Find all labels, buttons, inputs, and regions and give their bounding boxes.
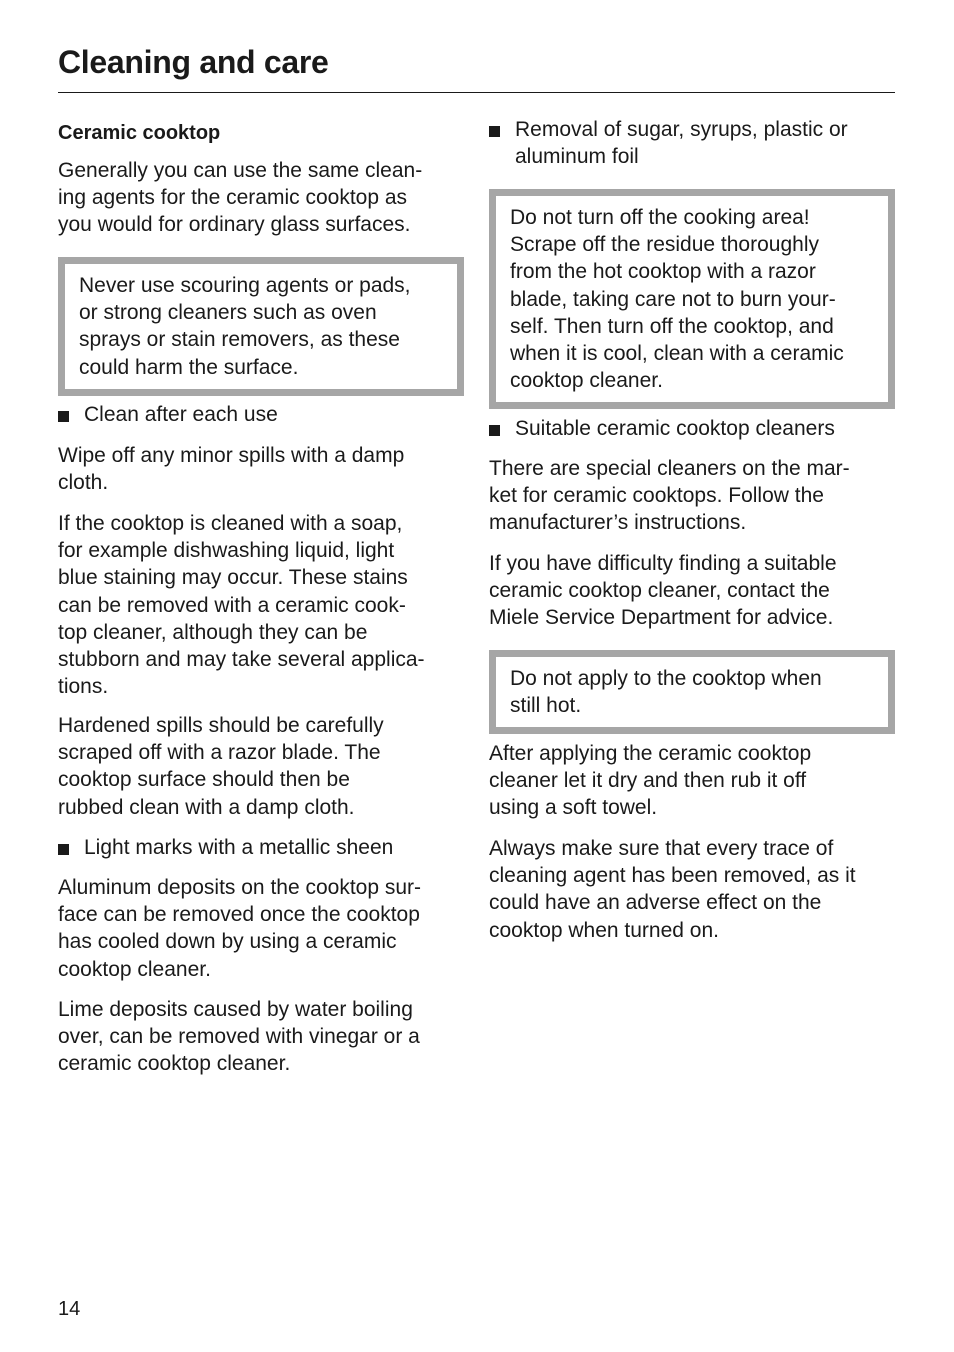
- text-line: cleaner let it dry and then rub it off: [489, 769, 807, 793]
- bullet-square-icon: [58, 411, 69, 422]
- bullet-label: Light marks with a metallic sheen: [84, 836, 394, 859]
- text-line: Lime deposits caused by water boiling: [58, 998, 413, 1021]
- wipe-paragraph: [58, 442, 464, 496]
- text-line: sprays or stain removers, as these: [79, 328, 400, 352]
- text-line: rubbed clean with a damp cloth.: [58, 795, 355, 819]
- text-line: Aluminum deposits on the cooktop sur-: [58, 876, 422, 899]
- apply-warning-box: [489, 650, 895, 734]
- text-line: Generally you can use the same clean-: [58, 159, 423, 182]
- section-heading: Ceramic cooktop: [58, 122, 221, 144]
- bullet-square-icon: [489, 126, 500, 137]
- text-line: Always make sure that every trace of: [489, 837, 834, 860]
- text-line: cooktop cleaner.: [510, 369, 663, 393]
- text-line: stubborn and may take several applica-: [58, 648, 425, 672]
- text-line: scraped off with a razor blade. The: [58, 741, 381, 765]
- bullet-label: Suitable ceramic cooktop cleaners: [515, 417, 835, 440]
- text-line: or strong cleaners such as oven: [79, 301, 377, 325]
- text-line: blade, taking care not to burn your-: [510, 287, 836, 311]
- text-line: cooktop cleaner.: [58, 957, 211, 981]
- text-line: over, can be removed with vinegar or a: [58, 1025, 420, 1049]
- difficulty-paragraph: [489, 550, 895, 632]
- text-line: ceramic cooktop cleaner.: [58, 1052, 291, 1076]
- text-line: you would for ordinary glass surfaces.: [58, 213, 411, 237]
- note-text: [510, 204, 875, 394]
- text-line: blue staining may occur. These stains: [58, 566, 408, 590]
- text-line: Hardened spills should be carefully: [58, 714, 384, 737]
- intro-paragraph: [58, 157, 464, 239]
- after-applying-paragraph: [489, 740, 895, 822]
- text-line: Do not apply to the cooktop when: [510, 667, 822, 690]
- lime-paragraph: [58, 996, 464, 1078]
- text-line: could harm the surface.: [79, 355, 299, 379]
- text-line: top cleaner, although they can be: [58, 620, 368, 644]
- text-line: ceramic cooktop cleaner, contact the: [489, 579, 830, 603]
- text-line: cloth.: [58, 471, 109, 495]
- text-line: Do not turn off the cooking area!: [510, 206, 810, 229]
- hardened-spills-paragraph: [58, 712, 464, 821]
- text-line: from the hot cooktop with a razor: [510, 260, 816, 284]
- text-line: If the cooktop is cleaned with a soap,: [58, 512, 403, 535]
- bullet-square-icon: [58, 844, 69, 855]
- text-line: Never use scouring agents or pads,: [79, 274, 411, 297]
- text-line: using a soft towel.: [489, 796, 658, 820]
- text-line: ing agents for the ceramic cooktop as: [58, 186, 408, 210]
- note-text: [510, 665, 875, 719]
- text-line: ket for ceramic cooktops. Follow the: [489, 484, 824, 508]
- text-line: has cooled down by using a ceramic: [58, 930, 397, 954]
- special-cleaners-paragraph: [489, 455, 895, 537]
- text-line: when it is cool, clean with a ceramic: [510, 342, 844, 366]
- text-line: for example dishwashing liquid, light: [58, 539, 395, 563]
- title-divider: [58, 92, 895, 93]
- warning-text: [79, 272, 444, 381]
- always-paragraph: [489, 835, 895, 944]
- hot-cooktop-note: [489, 189, 895, 409]
- text-line: could have an adverse effect on the: [489, 891, 822, 915]
- soap-paragraph: [58, 510, 464, 700]
- text-line: aluminum foil: [515, 145, 639, 169]
- text-line: tions.: [58, 675, 109, 699]
- bullet-square-icon: [489, 425, 500, 436]
- aluminum-paragraph: [58, 874, 464, 983]
- text-line: Removal of sugar, syrups, plastic or: [515, 118, 848, 141]
- text-line: manufacturer’s instructions.: [489, 511, 747, 535]
- text-line: still hot.: [510, 694, 582, 718]
- text-line: Miele Service Department for advice.: [489, 606, 834, 630]
- page-title: Cleaning and care: [58, 44, 329, 80]
- bullet-label: Clean after each use: [84, 403, 278, 426]
- text-line: Scrape off the residue thoroughly: [510, 233, 819, 257]
- warning-box: [58, 257, 464, 396]
- text-line: self. Then turn off the cooktop, and: [510, 314, 834, 338]
- text-line: cleaning agent has been removed, as it: [489, 864, 856, 888]
- text-line: If you have difficulty finding a suitable: [489, 552, 837, 575]
- text-line: cooktop surface should then be: [58, 768, 350, 792]
- text-line: There are special cleaners on the mar-: [489, 457, 850, 480]
- text-line: face can be removed once the cooktop: [58, 903, 420, 927]
- text-line: can be removed with a ceramic cook-: [58, 593, 406, 617]
- text-line: After applying the ceramic cooktop: [489, 742, 812, 765]
- text-line: cooktop when turned on.: [489, 918, 719, 942]
- page-number: 14: [58, 1298, 81, 1320]
- bullet-label: [515, 116, 848, 170]
- text-line: Wipe off any minor spills with a damp: [58, 444, 405, 467]
